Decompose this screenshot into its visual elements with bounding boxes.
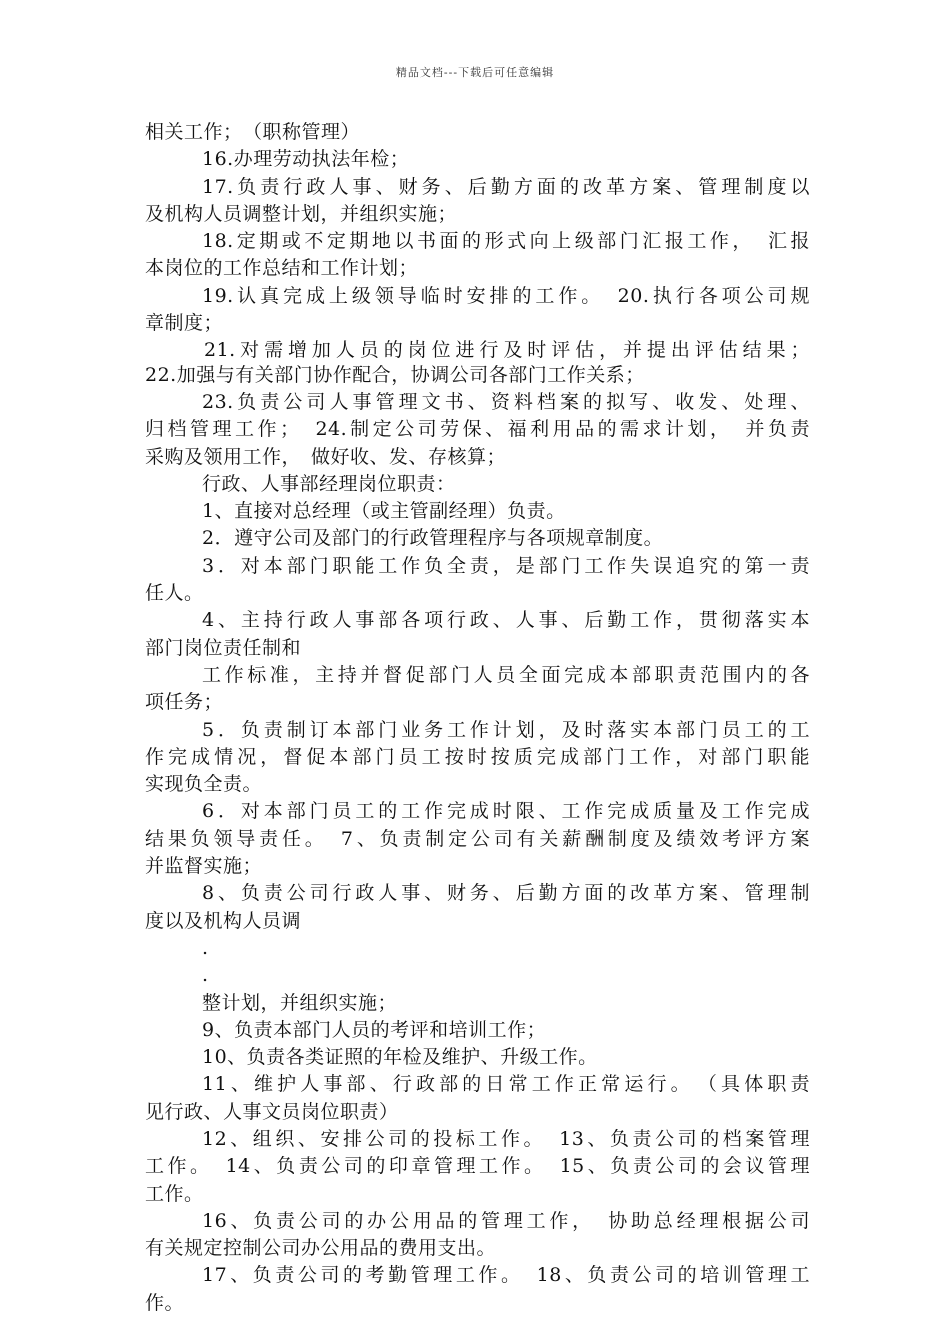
- text-line: 2．遵守公司及部门的行政管理程序与各项规章制度。: [202, 527, 664, 550]
- text-line: 9、负责本部门人员的考评和培训工作；: [202, 1018, 547, 1041]
- text-line: 23.负责公司人事管理文书、资料档案的拟写、收发、处理、: [202, 390, 810, 413]
- text-line: 行政、人事部经理岗位职责：: [202, 472, 456, 495]
- text-line: 17、负责公司的考勤管理工作。 18、负责公司的培训管理工: [202, 1264, 810, 1287]
- text-line: 21.对需增加人员的岗位进行及时评估，并提出评估结果；: [204, 339, 810, 362]
- text-line: 10、负责各类证照的年检及维护、升级工作。: [202, 1046, 598, 1069]
- text-line: 12、组织、安排公司的投标工作。 13、负责公司的档案管理: [202, 1127, 810, 1150]
- text-line: 1、直接对总经理（或主管副经理）负责。: [202, 500, 566, 523]
- text-line: 任人。: [145, 582, 204, 605]
- text-line: 部门岗位责任制和: [145, 636, 302, 659]
- text-line: 度以及机构人员调: [145, 909, 302, 932]
- text-line: 本岗位的工作总结和工作计划；: [145, 257, 419, 280]
- text-line: 结果负领导责任。 7、负责制定公司有关薪酬制度及绩效考评方案: [145, 827, 810, 850]
- text-line: 见行政、人事文员岗位职责）: [145, 1100, 399, 1123]
- text-line: 相关工作； （职称管理）: [145, 121, 361, 143]
- text-line: 18.定期或不定期地以书面的形式向上级部门汇报工作， 汇报: [202, 230, 810, 253]
- text-line: 工作。: [145, 1182, 204, 1205]
- text-line: 及机构人员调整计划，并组织实施；: [145, 202, 458, 225]
- text-line: 工作。 14、负责公司的印章管理工作。 15、负责公司的会议管理: [145, 1155, 810, 1178]
- text-line: 工作标准，主持并督促部门人员全面完成本部职责范围内的各: [202, 663, 810, 686]
- text-line: 并监督实施；: [145, 855, 263, 878]
- text-line: 22.加强与有关部门协作配合，协调公司各部门工作关系；: [145, 363, 645, 386]
- text-line: 19.认真完成上级领导临时安排的工作。 20.执行各项公司规: [202, 284, 810, 307]
- text-line: 6．对本部门员工的工作完成时限、工作完成质量及工作完成: [202, 800, 810, 823]
- text-line: 16、负责公司的办公用品的管理工作， 协助总经理根据公司: [202, 1209, 810, 1232]
- text-line: 章制度；: [145, 312, 224, 335]
- text-line: 5．负责制订本部门业务工作计划，及时落实本部门员工的工: [202, 718, 810, 741]
- text-line: 作。: [145, 1291, 185, 1314]
- text-line: 4、主持行政人事部各项行政、人事、后勤工作，贯彻落实本: [202, 609, 810, 632]
- text-line: 有关规定控制公司办公用品的费用支出。: [145, 1237, 497, 1260]
- text-line: 作完成情况，督促本部门员工按时按质完成部门工作，对部门职能: [145, 745, 810, 768]
- text-line: 3．对本部门职能工作负全责，是部门工作失误追究的第一责: [202, 554, 810, 577]
- text-line: 实现负全责。: [145, 773, 263, 796]
- text-line: .: [202, 936, 209, 959]
- document-body: [145, 120, 810, 1315]
- text-line: 11、维护人事部、行政部的日常工作正常运行。 （具体职责: [202, 1073, 810, 1096]
- text-line: 项任务；: [145, 691, 224, 714]
- page-header: 精品文档---下载后可任意编辑: [395, 66, 555, 79]
- text-line: 采购及领用工作， 做好收、发、存核算；: [145, 445, 507, 468]
- text-line: 归档管理工作； 24.制定公司劳保、福利用品的需求计划， 并负责: [145, 418, 810, 441]
- text-line: 16.办理劳动执法年检；: [202, 148, 410, 171]
- text-line: 8、负责公司行政人事、财务、后勤方面的改革方案、管理制: [202, 882, 810, 905]
- text-line: .: [202, 964, 209, 987]
- text-line: 整计划，并组织实施；: [202, 991, 398, 1014]
- text-line: 17.负责行政人事、财务、后勤方面的改革方案、管理制度以: [202, 175, 810, 198]
